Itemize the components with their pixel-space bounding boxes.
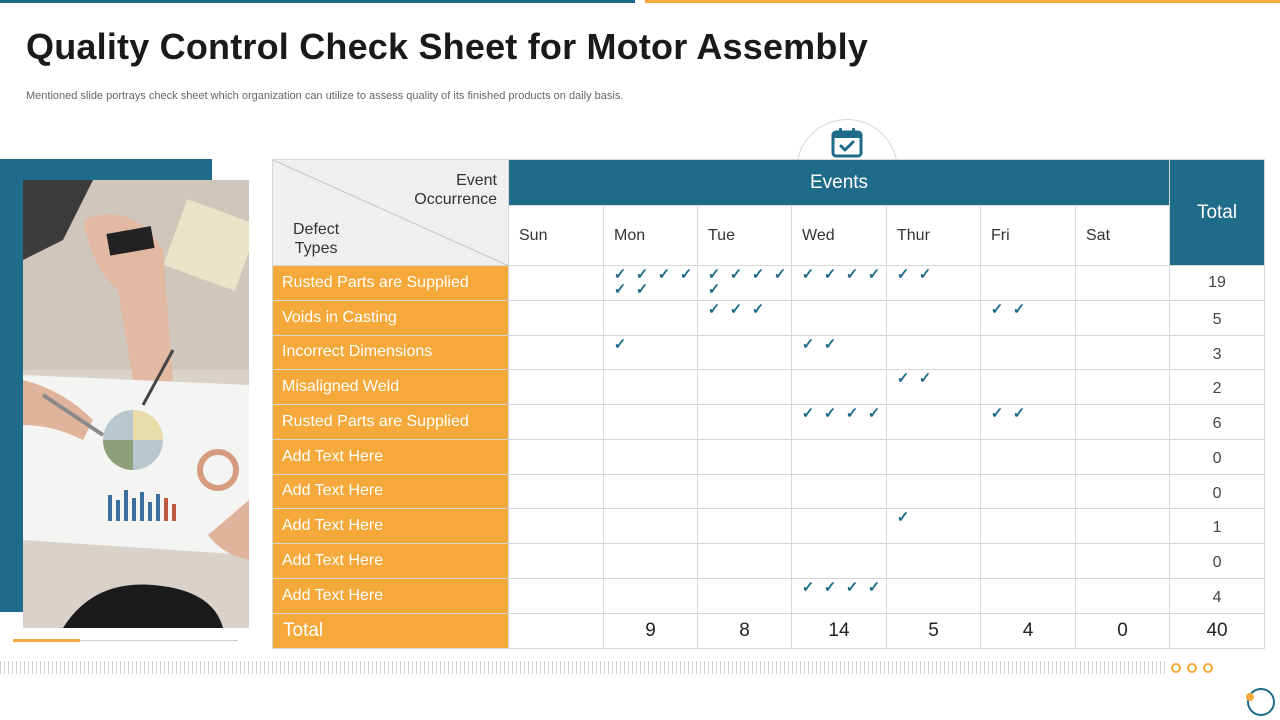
tally-cell-thur [887,370,981,405]
day-total-sun [509,613,604,648]
defect-type-label: Voids in Casting [273,300,509,335]
defect-rows [273,266,1265,614]
checkmark-icon: ✓ [613,266,627,283]
tally-cell-tue [698,370,792,405]
defect-type-label: Add Text Here [273,509,509,544]
tally-cell-mon [604,439,698,474]
tally-cell-wed [792,370,887,405]
table-row [273,578,1265,613]
tally-cell-fri [981,335,1076,370]
row-total: 1 [1170,509,1265,544]
tally-cell-tue [698,544,792,579]
tally-cell-sun [509,335,604,370]
checkmark-icon: ✓ [801,266,815,283]
tally-cell-thur [887,300,981,335]
decorative-dot [1203,663,1213,673]
tally-cell-fri [981,370,1076,405]
event-occurrence-line-2: Occurrence [414,191,497,208]
table-corner-header [273,160,509,266]
page-subtitle: Mentioned slide portrays check sheet which organization can utilize to assess quality of its finished products on daily basis. [26,90,624,102]
day-total-sat: 0 [1076,613,1170,648]
tally-cell-fri [981,509,1076,544]
day-total-thur: 5 [887,613,981,648]
checkmark-icon: ✓ [823,405,837,422]
tally-cell-sat [1076,335,1170,370]
tally-cell-tue [698,300,792,335]
decorative-dot [1187,663,1197,673]
tally-cell-mon [604,474,698,509]
calendar-check-icon [830,126,864,160]
checkmark-icon: ✓ [1012,405,1026,422]
tally-cell-thur [887,405,981,440]
row-total: 0 [1170,439,1265,474]
tally-cell-mon [604,300,698,335]
checkmark-icon: ✓ [896,509,910,527]
tally-cell-fri [981,474,1076,509]
day-total-mon: 9 [604,613,698,648]
top-accent-bar-teal [0,0,635,3]
day-header-sat: Sat [1076,206,1170,266]
day-header-mon: Mon [604,206,698,266]
tally-cell-wed [792,335,887,370]
checkmark-icon: ✓ [896,370,910,388]
defect-types-line-2: Types [294,240,338,257]
tally-cell-wed [792,405,887,440]
business-meeting-photo [23,180,249,628]
tally-cell-fri [981,544,1076,579]
defect-types-line-1: Defect [293,221,340,238]
tally-cell-sat [1076,300,1170,335]
tally-cell-tue [698,509,792,544]
checkmark-icon: ✓ [801,578,815,596]
tally-cell-fri [981,266,1076,301]
checkmark-icon: ✓ [918,370,932,388]
checkmark-icon: ✓ [751,266,765,283]
tally-cell-mon [604,370,698,405]
tally-cell-wed [792,544,887,579]
checkmark-icon: ✓ [990,300,1004,318]
checkmark-icon: ✓ [751,300,765,318]
tally-cell-thur [887,439,981,474]
checkmark-icon: ✓ [918,266,932,283]
tally-cell-sat [1076,370,1170,405]
table-row [273,335,1265,370]
tally-cell-sat [1076,509,1170,544]
tally-cell-sun [509,544,604,579]
day-header-sun: Sun [509,206,604,266]
tally-cell-thur [887,509,981,544]
defect-type-label: Add Text Here [273,474,509,509]
tally-cell-mon [604,509,698,544]
tally-cell-sat [1076,439,1170,474]
checkmark-icon: ✓ [823,578,837,596]
tally-cell-wed [792,509,887,544]
day-header-wed: Wed [792,206,887,266]
tally-cell-sun [509,578,604,613]
decorative-dot [1171,663,1181,673]
checkmark-icon: ✓ [679,266,693,283]
tally-cell-fri [981,439,1076,474]
event-occurrence-line-1: Event [456,172,497,189]
totals-row [273,613,1265,648]
tally-cell-fri [981,405,1076,440]
decorative-tick-bar [0,661,1165,674]
checkmark-icon: ✓ [1012,300,1026,318]
tally-cell-sat [1076,405,1170,440]
checkmark-icon: ✓ [729,266,743,283]
tally-cell-fri [981,578,1076,613]
checkmark-icon: ✓ [867,578,881,596]
defect-type-label: Add Text Here [273,578,509,613]
total-header: Total [1170,160,1265,266]
checkmark-icon: ✓ [823,335,837,353]
day-header-fri: Fri [981,206,1076,266]
row-total: 5 [1170,300,1265,335]
defect-type-label: Incorrect Dimensions [273,335,509,370]
tally-cell-tue [698,474,792,509]
tally-cell-tue [698,578,792,613]
tally-cell-thur [887,474,981,509]
photo-underline-accent [13,639,80,642]
checkmark-icon: ✓ [707,300,721,318]
tally-cell-mon [604,266,698,301]
row-total: 0 [1170,544,1265,579]
row-total: 4 [1170,578,1265,613]
row-total: 3 [1170,335,1265,370]
table-row [273,509,1265,544]
events-header: Events [509,160,1170,206]
checkmark-icon: ✓ [635,266,649,283]
tally-cell-tue [698,266,792,301]
checkmark-icon: ✓ [613,281,627,298]
table-row [273,474,1265,509]
checkmark-icon: ✓ [801,335,815,353]
day-total-tue: 8 [698,613,792,648]
row-total: 6 [1170,405,1265,440]
tally-cell-sat [1076,474,1170,509]
photo-underline-rule [80,640,238,641]
tally-cell-wed [792,439,887,474]
table-row [273,300,1265,335]
checkmark-icon: ✓ [729,300,743,318]
totals-row-label: Total [273,613,509,648]
defect-type-label: Add Text Here [273,439,509,474]
tally-cell-sun [509,370,604,405]
defect-type-label: Add Text Here [273,544,509,579]
tally-cell-sat [1076,266,1170,301]
checkmark-icon: ✓ [635,281,649,298]
page-title: Quality Control Check Sheet for Motor Assembly [26,26,868,67]
tally-cell-mon [604,405,698,440]
tally-cell-sun [509,300,604,335]
checkmark-icon: ✓ [613,335,627,353]
defect-types-label [293,220,339,258]
tally-cell-mon [604,544,698,579]
checkmark-icon: ✓ [801,405,815,422]
row-total: 19 [1170,266,1265,301]
defect-type-label: Misaligned Weld [273,370,509,405]
tally-cell-fri [981,300,1076,335]
day-total-fri: 4 [981,613,1076,648]
tally-cell-thur [887,266,981,301]
tally-cell-tue [698,405,792,440]
checkmark-icon: ✓ [773,266,787,283]
checkmark-icon: ✓ [845,578,859,596]
tally-cell-sun [509,266,604,301]
grand-total: 40 [1170,613,1265,648]
tally-cell-thur [887,578,981,613]
decorative-corner-dot [1246,693,1254,701]
day-header-thur: Thur [887,206,981,266]
tally-cell-wed [792,474,887,509]
checkmark-icon: ✓ [845,266,859,283]
checkmark-icon: ✓ [823,266,837,283]
day-total-wed: 14 [792,613,887,648]
tally-cell-sun [509,509,604,544]
tally-cell-wed [792,266,887,301]
defect-type-label: Rusted Parts are Supplied [273,405,509,440]
checkmark-icon: ✓ [707,281,721,298]
tally-cell-sat [1076,578,1170,613]
table-row [273,439,1265,474]
tally-cell-mon [604,578,698,613]
checkmark-icon: ✓ [707,266,721,283]
checkmark-icon: ✓ [867,405,881,422]
checkmark-icon: ✓ [845,405,859,422]
checkmark-icon: ✓ [867,266,881,283]
table-row [273,266,1265,301]
top-accent-bar-orange [645,0,1280,3]
tally-cell-mon [604,335,698,370]
checkmark-icon: ✓ [990,405,1004,422]
table-row [273,544,1265,579]
table-row [273,370,1265,405]
tally-cell-sun [509,405,604,440]
row-total: 2 [1170,370,1265,405]
tally-cell-thur [887,544,981,579]
tally-cell-sun [509,439,604,474]
tally-cell-tue [698,439,792,474]
table-row [273,405,1265,440]
tally-cell-wed [792,300,887,335]
checkmark-icon: ✓ [896,266,910,283]
checkmark-icon: ✓ [657,266,671,283]
tally-cell-tue [698,335,792,370]
check-sheet-table [272,159,1265,649]
tally-cell-sun [509,474,604,509]
event-occurrence-label [414,171,497,209]
defect-type-label: Rusted Parts are Supplied [273,266,509,301]
tally-cell-thur [887,335,981,370]
tally-cell-sat [1076,544,1170,579]
row-total: 0 [1170,474,1265,509]
tally-cell-wed [792,578,887,613]
day-header-tue: Tue [698,206,792,266]
